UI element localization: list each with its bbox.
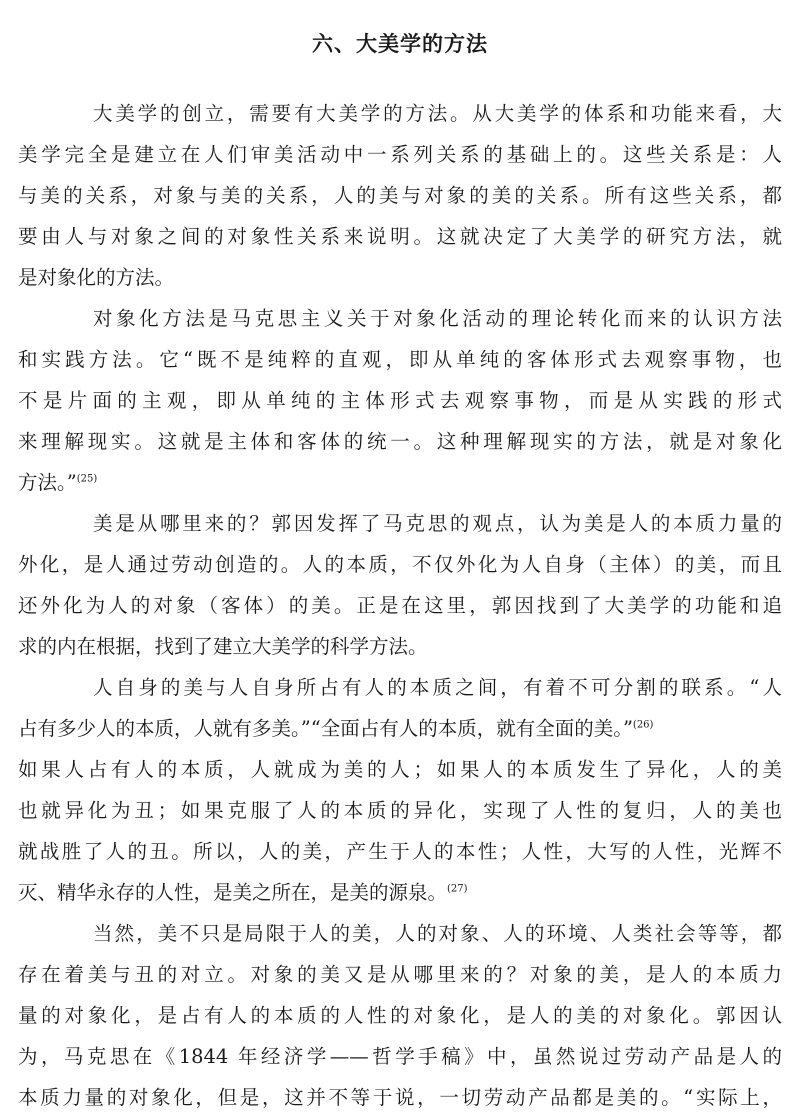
text-line: 要由人与对象之间的对象性关系来说明。这就决定了大美学的研究方法，就 [18,225,782,248]
text-line: 人自身的美与人自身所占有人的本质之间，有着不可分割的联系。“人 [93,676,782,699]
text-line: 就战胜了人的丑。所以，人的美，产生于人的本性；人性，大写的人性，光辉不 [18,840,782,863]
text-line: 本质力量的对象化，但是，这并不等于说，一切劳动产品都是美的。“实际上， [18,1086,782,1109]
footnote-ref: (27) [447,883,468,895]
text-line: 存在着美与丑的对立。对象的美又是从哪里来的？对象的美，是人的本质力 [18,963,782,986]
text-line: 外化，是人通过劳动创造的。人的本质，不仅外化为人自身（主体）的美，而且 [18,553,782,576]
text-line: 美是从哪里来的？郭因发挥了马克思的观点，认为美是人的本质力量的 [93,512,782,535]
text-line: 与美的关系，对象与美的关系，人的美与对象的美的关系。所有这些关系，都 [18,184,782,207]
footnote-ref: (26) [632,719,654,731]
text-line: 美学完全是建立在人们审美活动中一系列关系的基础上的。这些关系是：人 [18,143,782,166]
section-title: 六、大美学的方法 [312,32,488,56]
text-line: 量的对象化，是占有人的本质的人性的对象化，是人的美的对象化。郭因认 [18,1004,782,1027]
text-line [18,872,782,913]
text-line: 来理解现实。这就是主体和客体的统一。这种理解现实的方法，就是对象化 [18,430,782,453]
footnote-ref: (25) [76,473,98,485]
text-line [18,462,782,503]
text-line: 不是片面的主观，即从单纯的主体形式去观察事物，而是从实践的形式 [18,389,782,412]
text-line: 也就异化为丑；如果克服了人的本质的异化，实现了人性的复归，人的美也 [18,799,782,822]
text-line: 是对象化的方法。 [18,266,175,289]
text-line-content: 方法。” [18,471,77,494]
text-line: 如果人占有人的本质，人就成为美的人；如果人的本质发生了异化，人的美 [18,758,782,781]
text-line-content: 占有多少人的本质，人就有多美。”“全面占有人的本质，就有全面的美。” [18,717,633,740]
text-line: 求的内在根据，找到了建立大美学的科学方法。 [18,635,428,658]
document-body [18,93,782,1118]
text-line: 当然，美不只是局限于人的美，人的对象、人的环境、人类社会等等，都 [93,922,782,945]
text-line [18,708,782,749]
text-line: 对象化方法是马克思主义关于对象化活动的理论转化而来的认识方法 [93,307,782,330]
text-line-content: 灭、精华永存的人性，是美之所在，是美的源泉。 [18,881,448,904]
text-line: 为，马克思在《1844 年经济学——哲学手稿》中，虽然说过劳动产品是人的 [18,1045,782,1068]
text-line: 大美学的创立，需要有大美学的方法。从大美学的体系和功能来看，大 [93,102,782,125]
text-line: 还外化为人的对象（客体）的美。正是在这里，郭因找到了大美学的功能和追 [18,594,782,617]
text-line: 和实践方法。它“既不是纯粹的直观，即从单纯的客体形式去观察事物，也 [18,348,782,371]
